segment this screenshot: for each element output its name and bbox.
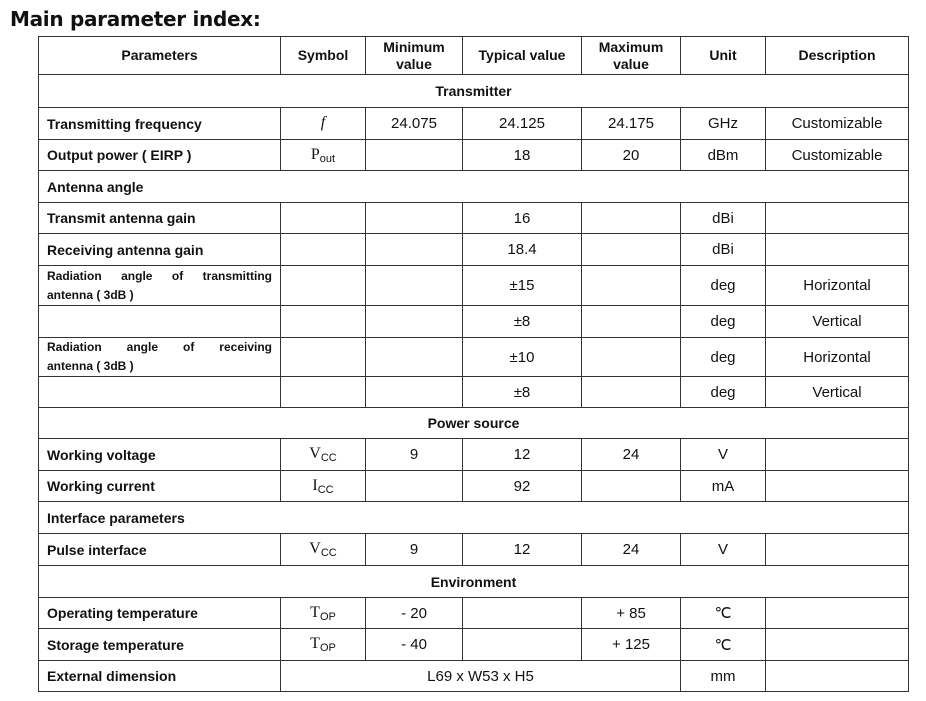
symbol-subscript: OP: [319, 642, 336, 654]
header-typical: Typical value: [463, 37, 582, 75]
parameter-name: Pulse interface: [39, 534, 281, 566]
parameter-name: External dimension: [39, 661, 281, 692]
minimum-value: [366, 377, 463, 408]
minimum-value: [366, 471, 463, 502]
description-cell: [766, 439, 909, 471]
description-cell: [766, 534, 909, 566]
symbol-subscript: CC: [320, 452, 337, 464]
unit-cell: ℃: [681, 629, 766, 661]
table-row: [39, 266, 909, 306]
description-cell: [766, 203, 909, 234]
table-row: [39, 234, 909, 266]
typical-value: [463, 629, 582, 661]
description-cell: [766, 661, 909, 692]
header-symbol: Symbol: [281, 37, 366, 75]
parameter-name-line2: antenna ( 3dB ): [47, 359, 134, 373]
symbol-main: I: [312, 476, 318, 494]
typical-value: ±8: [463, 377, 582, 408]
table-row: [39, 598, 909, 629]
table-row: [39, 629, 909, 661]
description-cell: [766, 598, 909, 629]
maximum-value: [582, 203, 681, 234]
table-row: [39, 338, 909, 377]
maximum-value: [582, 338, 681, 377]
minimum-value: - 20: [366, 598, 463, 629]
section-heading: Power source: [39, 408, 909, 439]
symbol-main: V: [309, 445, 321, 462]
unit-cell: dBm: [681, 140, 766, 171]
parameter-name: Transmitting frequency: [39, 108, 281, 140]
unit-cell: mm: [681, 661, 766, 692]
minimum-value: - 40: [366, 629, 463, 661]
minimum-value: 9: [366, 439, 463, 471]
typical-value: 18: [463, 140, 582, 171]
section-heading: Environment: [39, 566, 909, 598]
group-label-row: [39, 502, 909, 534]
parameter-name-line1: Radiation angle of transmitting: [47, 268, 272, 283]
description-cell: [766, 629, 909, 661]
table-row: [39, 306, 909, 338]
unit-cell: deg: [681, 377, 766, 408]
section-row: [39, 566, 909, 598]
minimum-value: [366, 140, 463, 171]
minimum-value: 9: [366, 534, 463, 566]
typical-value: 12: [463, 534, 582, 566]
maximum-value: [582, 234, 681, 266]
symbol-subscript: out: [319, 152, 336, 165]
minimum-value: 24.075: [366, 108, 463, 140]
maximum-value: [582, 306, 681, 338]
symbol-cell: [281, 629, 366, 661]
group-label: Antenna angle: [39, 171, 909, 203]
maximum-value: 24: [582, 534, 681, 566]
page-title: Main parameter index:: [10, 7, 261, 31]
dimension-value: L69 x W53 x H5: [281, 661, 681, 692]
parameter-name: [39, 266, 281, 306]
description-cell: Horizontal: [766, 338, 909, 377]
header-parameters: Parameters: [39, 37, 281, 75]
parameter-name: [39, 306, 281, 338]
symbol-cell: [281, 377, 366, 408]
symbol-cell: [281, 338, 366, 377]
parameter-name: Output power ( EIRP ): [39, 140, 281, 171]
symbol-main: f: [320, 114, 326, 131]
unit-cell: mA: [681, 471, 766, 502]
minimum-value: [366, 203, 463, 234]
typical-value: 12: [463, 439, 582, 471]
maximum-value: [582, 266, 681, 306]
symbol-subscript: CC: [317, 483, 334, 496]
symbol-cell: [281, 471, 366, 502]
unit-cell: V: [681, 534, 766, 566]
table-row: [39, 471, 909, 502]
header-maximum: Maximum value: [582, 37, 681, 75]
table-row: [39, 108, 909, 140]
maximum-value: 24.175: [582, 108, 681, 140]
symbol-cell: [281, 234, 366, 266]
typical-value: ±15: [463, 266, 582, 306]
typical-value: [463, 598, 582, 629]
symbol-subscript: CC: [320, 547, 337, 559]
maximum-value: [582, 377, 681, 408]
symbol-cell: [281, 140, 366, 171]
parameter-name: Working current: [39, 471, 281, 502]
symbol-cell: [281, 108, 366, 140]
typical-value: 92: [463, 471, 582, 502]
parameter-name-line2: antenna ( 3dB ): [47, 287, 134, 302]
symbol-cell: [281, 266, 366, 306]
maximum-value: + 85: [582, 598, 681, 629]
parameter-name: [39, 377, 281, 408]
parameter-name: Working voltage: [39, 439, 281, 471]
typical-value: ±10: [463, 338, 582, 377]
typical-value: 24.125: [463, 108, 582, 140]
unit-cell: V: [681, 439, 766, 471]
description-cell: [766, 234, 909, 266]
parameter-name: Transmit antenna gain: [39, 203, 281, 234]
maximum-value: [582, 471, 681, 502]
description-cell: Customizable: [766, 140, 909, 171]
parameter-table: [38, 36, 909, 692]
typical-value: ±8: [463, 306, 582, 338]
description-cell: [766, 471, 909, 502]
table-row: [39, 140, 909, 171]
minimum-value: [366, 266, 463, 306]
unit-cell: deg: [681, 306, 766, 338]
header-row: [39, 37, 909, 75]
description-cell: Vertical: [766, 306, 909, 338]
symbol-main: V: [309, 540, 321, 557]
section-row: [39, 75, 909, 108]
header-minimum: Minimum value: [366, 37, 463, 75]
maximum-value: 20: [582, 140, 681, 171]
parameter-name: [39, 338, 281, 377]
symbol-subscript: OP: [319, 610, 336, 623]
symbol-cell: [281, 534, 366, 566]
parameter-name-line1: Radiation angle of receiving: [47, 340, 272, 354]
table-row: [39, 439, 909, 471]
header-unit: Unit: [681, 37, 766, 75]
minimum-value: [366, 234, 463, 266]
group-label-row: [39, 171, 909, 203]
symbol-main: T: [310, 603, 320, 621]
parameter-name: Operating temperature: [39, 598, 281, 629]
group-label: Interface parameters: [39, 502, 909, 534]
table-row: [39, 203, 909, 234]
description-cell: Horizontal: [766, 266, 909, 306]
maximum-value: + 125: [582, 629, 681, 661]
unit-cell: GHz: [681, 108, 766, 140]
symbol-main: P: [310, 145, 320, 163]
minimum-value: [366, 306, 463, 338]
symbol-cell: [281, 439, 366, 471]
parameter-name: Storage temperature: [39, 629, 281, 661]
table-row: [39, 534, 909, 566]
unit-cell: dBi: [681, 234, 766, 266]
typical-value: 18.4: [463, 234, 582, 266]
symbol-cell: [281, 203, 366, 234]
section-row: [39, 408, 909, 439]
unit-cell: deg: [681, 266, 766, 306]
typical-value: 16: [463, 203, 582, 234]
table-row: [39, 377, 909, 408]
description-cell: Vertical: [766, 377, 909, 408]
table-row: [39, 661, 909, 692]
unit-cell: deg: [681, 338, 766, 377]
description-cell: Customizable: [766, 108, 909, 140]
unit-cell: dBi: [681, 203, 766, 234]
minimum-value: [366, 338, 463, 377]
unit-cell: ℃: [681, 598, 766, 629]
header-description: Description: [766, 37, 909, 75]
section-heading: Transmitter: [39, 75, 909, 108]
symbol-cell: [281, 306, 366, 338]
maximum-value: 24: [582, 439, 681, 471]
parameter-name: Receiving antenna gain: [39, 234, 281, 266]
symbol-main: T: [310, 635, 320, 652]
symbol-cell: [281, 598, 366, 629]
